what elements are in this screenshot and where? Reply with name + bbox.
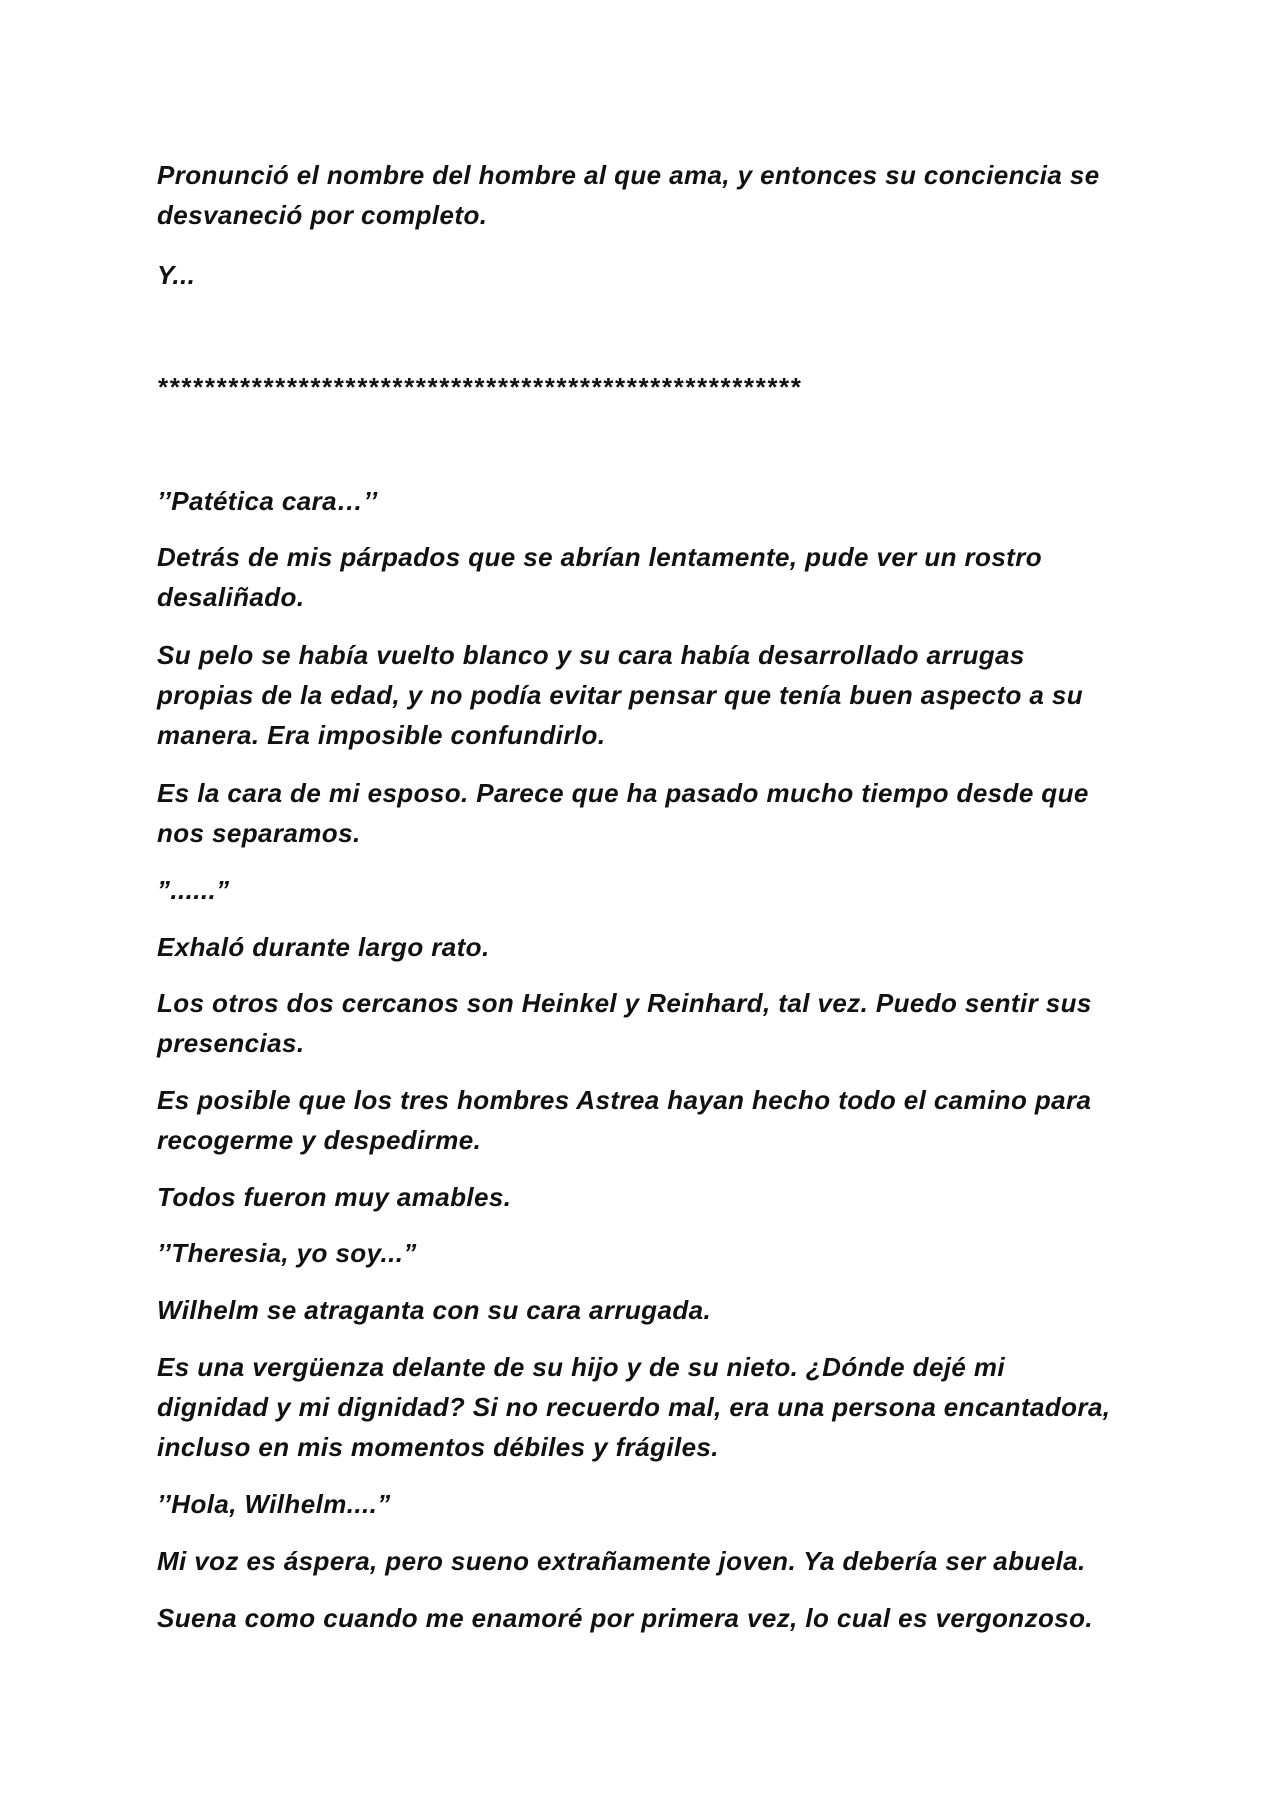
paragraph-9: Los otros dos cercanos son Heinkel y Reinhard, tal vez. Puedo sentir sus presencias. [157,988,1092,1058]
paragraph-14: Es una vergüenza delante de su hijo y de su nieto. ¿Dónde dejé mi dignidad y mi dignidad? Si no recuerdo mal, era una persona encantadora, incluso en mis momentos débiles y frágiles. [157,1352,1111,1462]
paragraph-6: Es la cara de mi esposo. Parece que ha pasado mucho tiempo desde que nos separamos. [157,778,1089,848]
paragraph-2: Y... [157,260,196,290]
paragraph-13: Wilhelm se atraganta con su cara arrugada. [157,1295,712,1325]
paragraph-16: Mi voz es áspera, pero sueno extrañamente joven. Ya debería ser abuela. [157,1546,1086,1576]
paragraph-1: Pronunció el nombre del hombre al que ama, y entonces su conciencia se desvaneció por completo. [157,160,1100,230]
paragraph-17: Suena como cuando me enamoré por primera vez, lo cual es vergonzoso. [157,1603,1094,1633]
paragraph-10: Es posible que los tres hombres Astrea hayan hecho todo el camino para recogerme y despedirme. [157,1085,1092,1155]
paragraph-11: Todos fueron muy amables. [157,1182,512,1212]
paragraph-7: ”......” [157,875,230,905]
paragraph-12: ’’Theresia, yo soy...” [157,1238,417,1268]
paragraph-4: Detrás de mis párpados que se abrían lentamente, pude ver un rostro desaliñado. [157,542,1043,612]
paragraph-3: ’’Patética cara…’’ [157,486,378,516]
paragraph-5: Su pelo se había vuelto blanco y su cara había desarrollado arrugas propias de la edad, y no podía evitar pensar que tenía buen aspecto a su manera. Era imposible confundirlo. [157,640,1084,750]
section-separator: ******************************************************* [157,372,802,402]
paragraph-15: ’’Hola, Wilhelm....” [157,1489,391,1519]
paragraph-8: Exhaló durante largo rato. [157,932,490,962]
